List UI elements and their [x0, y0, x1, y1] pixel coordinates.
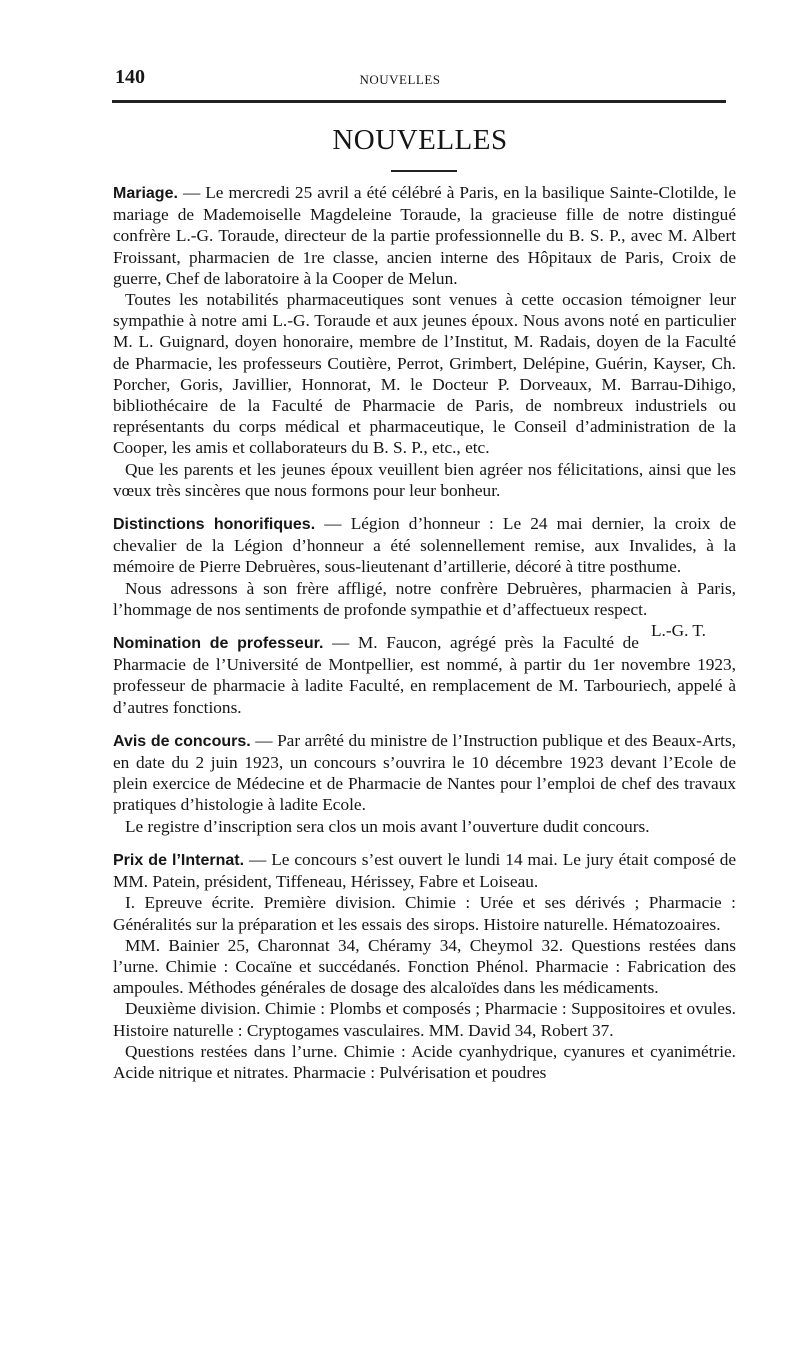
- mariage-text-1: — Le mercredi 25 avril a été célébré à Paris, en la basilique Sainte-Clotilde, le mariage de Mademoiselle Magdeleine Toraude, la gracieuse fille de notre distingué confrère L.-G. Toraude, directeur de la partie professionnelle du B. S. P., avec M. Albert Froissant, pharmacien de 1re classe, ancien interne des Hôpitaux de Paris, Croix de guerre, Chef de laboratoire à la Cooper de Melun.: [113, 183, 736, 288]
- distinctions-text-1: — Légion d’honneur : Le 24 mai dernier, la croix de chevalier de la Légion d’honneur a été solennellement remise, aux Invalides, à la mémoire de Pierre Debruères, sous-lieutenant d’artillerie, décoré à titre posthume.: [113, 514, 736, 577]
- internat-heading: Prix de l’Internat.: [113, 851, 245, 869]
- mariage-paragraph-2: Toutes les notabilités pharmaceutiques sont venues à cette occasion témoigner leur sympathie à notre ami L.-G. Toraude et aux jeunes époux. Nous avons noté en particulier M. L. Guignard, doyen honoraire, membre de l’Institut, M. Radais, doyen de la Faculté de Pharmacie, les professeurs Coutière, Perrot, Grimbert, Delépine, Guérin, Kayser, Ch. Porcher, Goris, Javillier, Honnorat, M. le Docteur P. Dorveaux, M. Barrau-Dihigo, bibliothécaire de la Faculté de Pharmacie de Paris, de nombreux industriels ou représentants du corps médical et pharmaceutique, le Conseil d’administration de la Cooper, les amis et collaborateurs du B. S. P., etc., etc.: [113, 290, 736, 458]
- internat-paragraph-2: I. Epreuve écrite. Première division. Chimie : Urée et ses dérivés ; Pharmacie : Généralités sur la préparation et les essais des sirops. Histoire naturelle. Hématozoaires.: [113, 893, 736, 934]
- mariage-heading: Mariage.: [113, 185, 178, 202]
- internat-paragraph-3: MM. Bainier 25, Charonnat 34, Chéramy 34, Cheymol 32. Questions restées dans l’urne. Chimie : Cocaïne et succédanés. Fonction Phénol. Pharmacie : Fabrication des ampoules. Méthodes générales de dosage des alcaloïdes dans les médicaments.: [113, 935, 736, 998]
- distinctions-paragraph-2: [113, 578, 736, 641]
- internat-text-1: — Le concours s’est ouvert le lundi 14 mai. Le jury était composé de MM. Patein, président, Tiffeneau, Hérissey, Fabre et Loiseau.: [113, 849, 737, 892]
- concours-paragraph-1: [113, 730, 736, 816]
- title-underline: [391, 170, 457, 172]
- concours-heading: Avis de concours.: [113, 732, 251, 750]
- article-body: [113, 182, 736, 1083]
- section-title: NOUVELLES: [332, 124, 508, 156]
- running-title: NOUVELLES: [359, 72, 441, 87]
- internat-paragraph-1: [113, 849, 736, 892]
- mariage-paragraph-3: Que les parents et les jeunes époux veuillent bien agréer nos félicitations, ainsi que les vœux très sincères que nous formons pour leur bonheur.: [113, 459, 736, 500]
- nomination-text: — M. Faucon, agrégé près la Faculté de Pharmacie de l’Université de Montpellier, est nommé, à partir du 1er novembre 1923, professeur de pharmacie à ladite Faculté, en remplacement de M. Tarbouriech, appelé à d’autres fonctions.: [113, 633, 736, 717]
- distinctions-heading: Distinctions honorifiques.: [113, 516, 316, 534]
- signature: L.-G. T.: [650, 621, 706, 641]
- header-rule: [112, 100, 726, 103]
- concours-paragraph-2: Le registre d’inscription sera clos un mois avant l’ouverture dudit concours.: [125, 816, 650, 836]
- nomination-heading: Nomination de professeur.: [113, 635, 324, 653]
- internat-paragraph-4: Deuxième division. Chimie : Plombs et composés ; Pharmacie : Suppositoires et ovules. Histoire naturelle : Cryptogames vasculaires. MM. David 34, Robert 37.: [113, 999, 736, 1040]
- internat-paragraph-5: Questions restées dans l’urne. Chimie : Acide cyanhydrique, cyanures et cyanimétrie. Acide nitrique et nitrates. Pharmacie : Pulvérisation et poudres: [113, 1041, 736, 1082]
- nomination-paragraph: [113, 632, 736, 718]
- page-number: 140: [115, 66, 145, 88]
- mariage-paragraph-1: [113, 182, 736, 289]
- distinctions-text-2: Nous adressons à son frère affligé, notre confrère Debruères, pharmacien à Paris, l’hommage de nos sentiments de profonde sympathie et d’affectueux respect.: [113, 578, 736, 619]
- concours-text-1: — Par arrêté du ministre de l’Instruction publique et des Beaux-Arts, en date du 2 juin 1923, un concours s’ouvrira le 10 décembre 1923 devant l’Ecole de plein exercice de Médecine et de Pharmacie de Nantes pour l’emploi de chef des travaux pratiques d’histologie à ladite Ecole.: [113, 730, 736, 815]
- distinctions-paragraph-1: [113, 513, 736, 578]
